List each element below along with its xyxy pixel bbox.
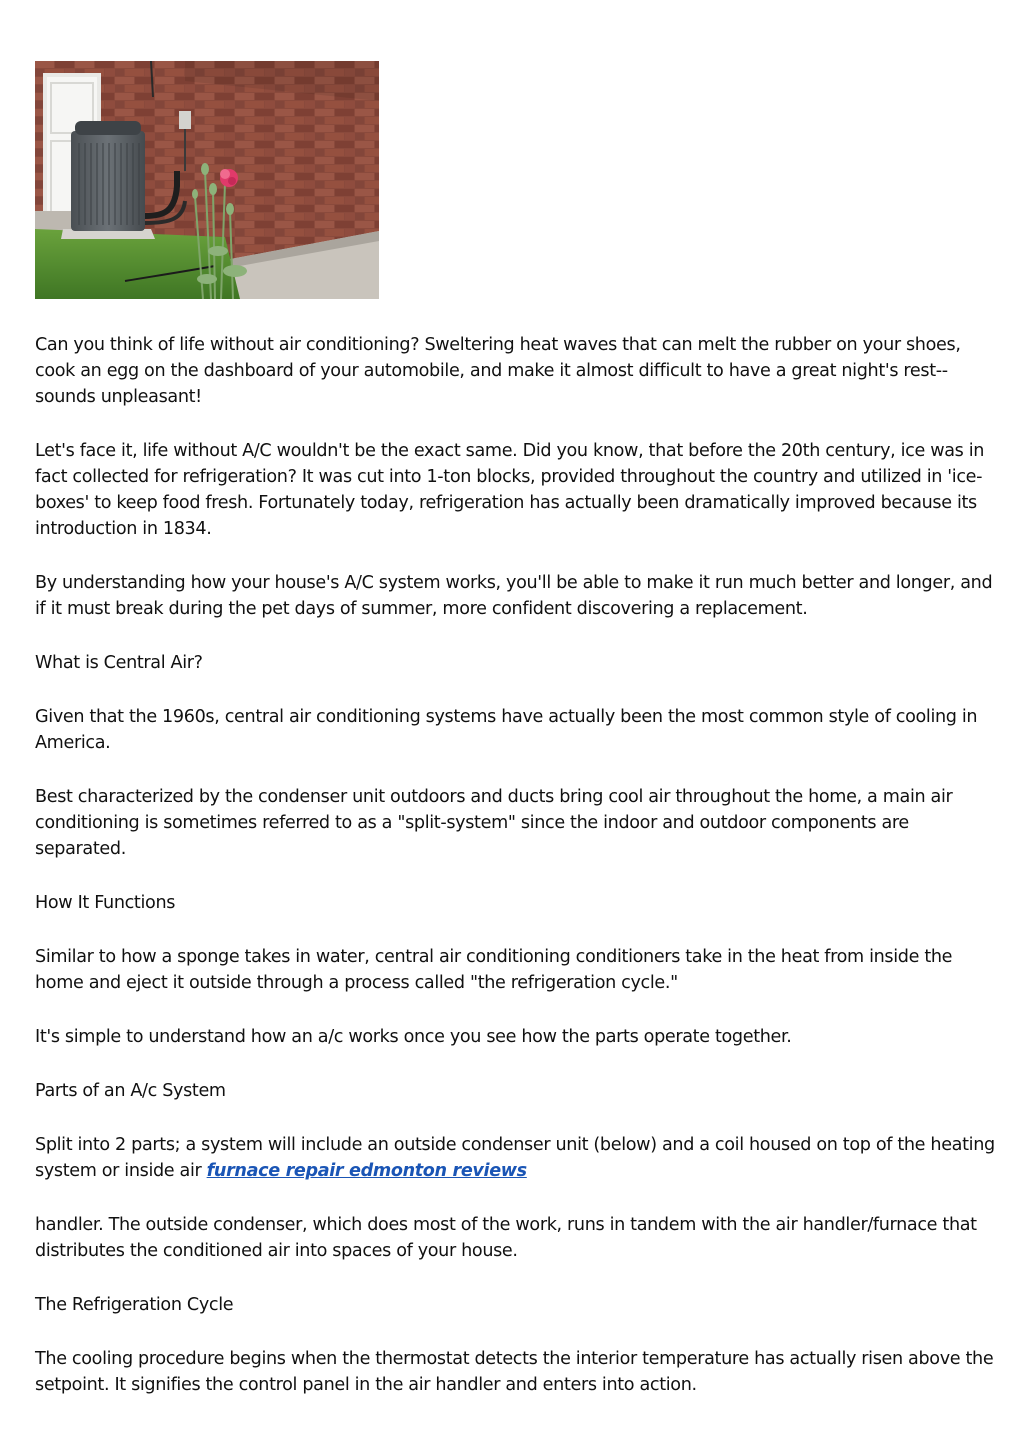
paragraph: Best characterized by the condenser unit outdoors and ducts bring cool air throughout the home, a main air conditioning is sometimes referred to as a "split-system" since the indoor and outdoor components are separated. — [35, 787, 953, 859]
section-heading: Parts of an A/c System — [35, 1081, 226, 1101]
paragraph: By understanding how your house's A/C system works, you'll be able to make it run much better and longer, and if it must break during the pet days of summer, more confident discovering a replacement. — [35, 573, 993, 619]
ac-unit-photo — [35, 61, 379, 299]
section-heading: What is Central Air? — [35, 653, 203, 673]
section-heading: How It Functions — [35, 893, 176, 913]
paragraph: Similar to how a sponge takes in water, central air conditioning conditioners take in the heat from inside the home and eject it outside through a process called "the refrigeration cycle." — [35, 947, 953, 993]
section-heading: The Refrigeration Cycle — [35, 1295, 234, 1315]
furnace-repair-link[interactable]: furnace repair edmonton reviews — [206, 1161, 527, 1181]
paragraph-with-link — [35, 1132, 995, 1184]
paragraph: The cooling procedure begins when the thermostat detects the interior temperature has actually risen above the setpoint. It signifies the control panel in the air handler and enters into action. — [35, 1349, 994, 1395]
paragraph-text: Split into 2 parts; a system will include an outside condenser unit (below) and a coil housed on top of the heating system or inside air — [35, 1135, 995, 1181]
paragraph: handler. The outside condenser, which does most of the work, runs in tandem with the air handler/furnace that distributes the conditioned air into spaces of your house. — [35, 1215, 977, 1261]
paragraph: Can you think of life without air conditioning? Sweltering heat waves that can melt the rubber on your shoes, cook an egg on the dashboard of your automobile, and make it almost difficult to have a great night's rest-- sounds unpleasant! — [35, 335, 961, 407]
article — [35, 61, 995, 1426]
paragraph: Let's face it, life without A/C wouldn't be the exact same. Did you know, that before the 20th century, ice was in fact collected for refrigeration? It was cut into 1-ton blocks, provided throughout the country and utilized in 'ice-boxes' to keep food fresh. Fortunately today, refrigeration has actually been dramatically improved because its introduction in 1834. — [35, 441, 985, 539]
paragraph: It's simple to understand how an a/c works once you see how the parts operate together. — [35, 1027, 792, 1047]
paragraph: Given that the 1960s, central air conditioning systems have actually been the most common style of cooling in America. — [35, 707, 978, 753]
